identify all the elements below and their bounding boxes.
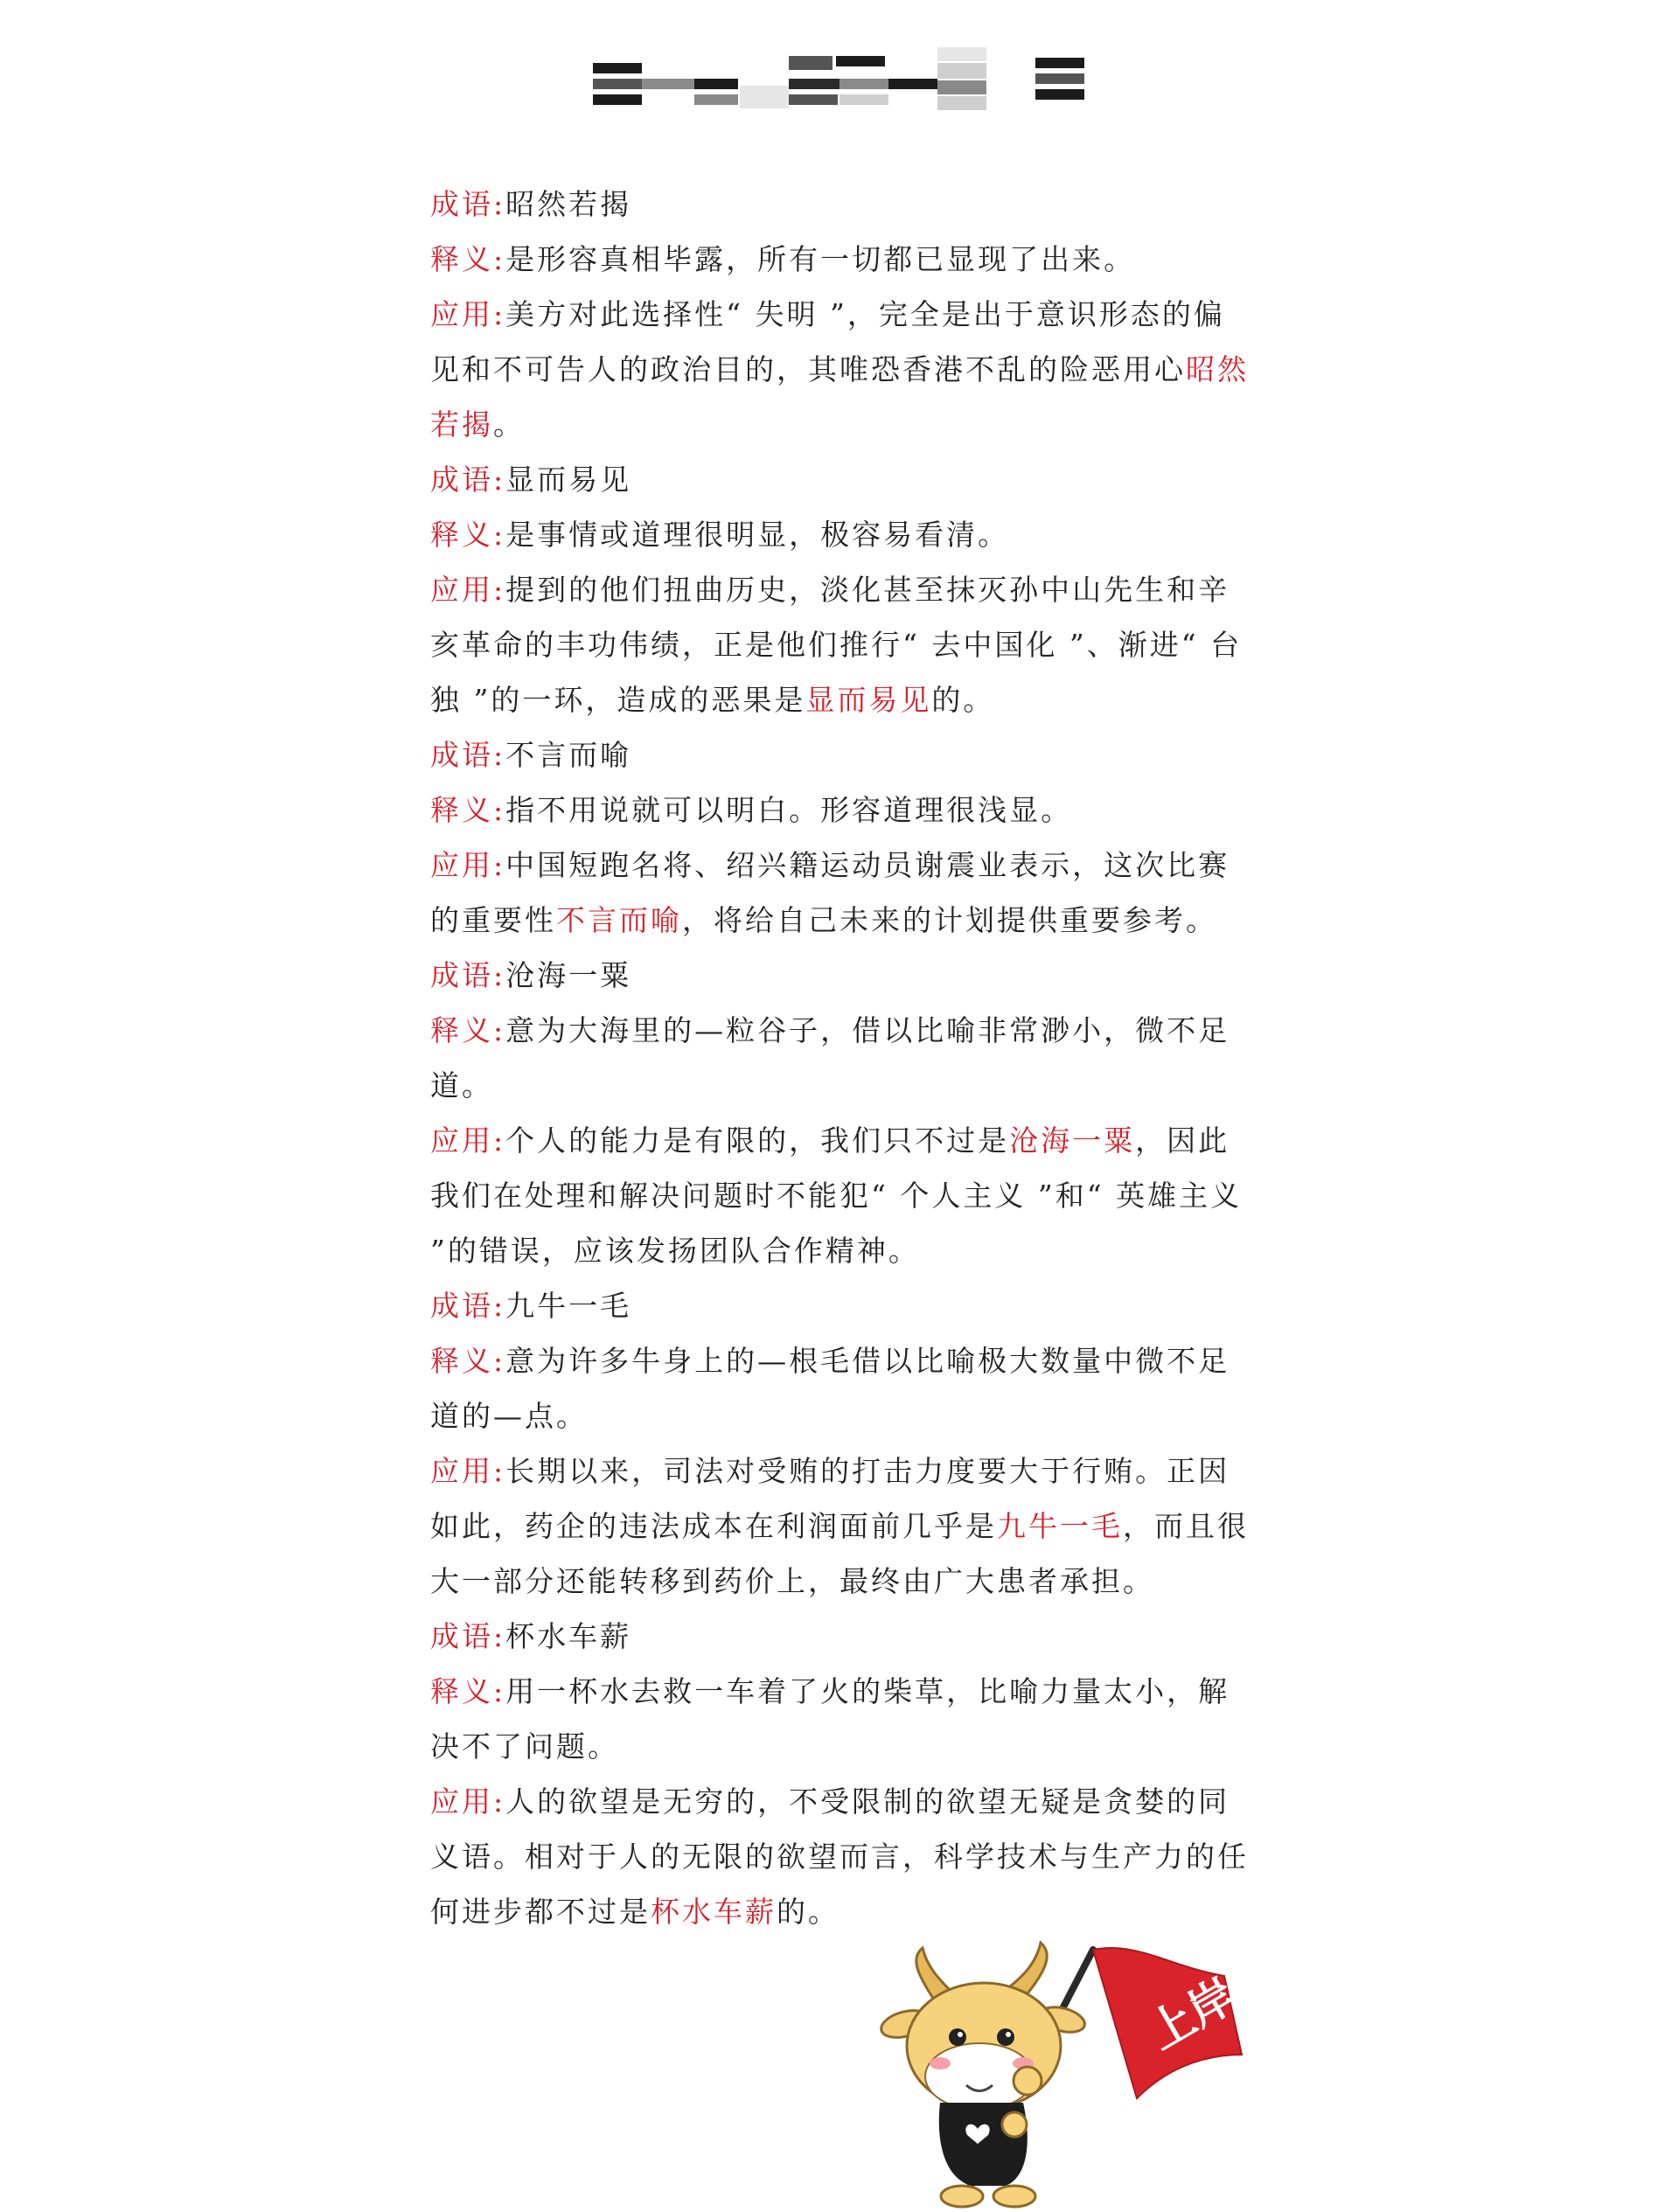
- usage-label: 应用:: [430, 1454, 506, 1488]
- idiom-line: [430, 1609, 1252, 1664]
- meaning-line: [430, 783, 1252, 838]
- usage-label: 应用:: [430, 848, 506, 882]
- usage-line: [430, 1443, 1252, 1499]
- idiom-line: [430, 177, 1252, 232]
- meaning-text: 道。: [430, 1068, 493, 1103]
- idiom-label: 成语:: [430, 1289, 506, 1323]
- ox-mascot-icon: [874, 1923, 1259, 2212]
- usage-text: 美方对此选择性“ 失明 ”，完全是出于意识形态的偏: [505, 297, 1225, 331]
- usage-text-end: ，而且很: [1123, 1509, 1249, 1543]
- blurred-title: [0, 44, 1679, 114]
- meaning-text: 用一杯水去救一车着了火的柴草，比喻力量太小，解: [505, 1674, 1230, 1708]
- usage-text-end: 的。: [777, 1895, 840, 1929]
- idiom-list: [430, 177, 1252, 1939]
- usage-line: [430, 1774, 1252, 1829]
- usage-text: 个人的能力是有限的，我们只不过是: [505, 1123, 1010, 1158]
- idiom-text: 显而易见: [505, 463, 632, 497]
- idiom-text: 不言而喻: [505, 738, 632, 772]
- usage-line: [430, 1829, 1252, 1884]
- idiom-label: 成语:: [430, 738, 506, 772]
- usage-text-end: 。: [493, 407, 525, 442]
- usage-line: [430, 1113, 1252, 1168]
- usage-highlight: 显而易见: [805, 683, 932, 717]
- meaning-text: 是事情或道理很明显，极容易看清。: [505, 518, 1010, 552]
- idiom-text: 杯水车薪: [505, 1619, 632, 1653]
- usage-text: 见和不可告人的政治目的，其唯恐香港不乱的险恶用心: [430, 352, 1186, 386]
- usage-highlight: 不言而喻: [556, 903, 682, 937]
- idiom-label: 成语:: [430, 463, 506, 497]
- meaning-text: 是形容真相毕露，所有一切都已显现了出来。: [505, 242, 1136, 276]
- usage-text: 人的欲望是无穷的，不受限制的欲望无疑是贪婪的同: [505, 1784, 1230, 1819]
- meaning-label: 释义:: [430, 518, 506, 552]
- idiom-label: 成语:: [430, 187, 506, 221]
- meaning-text: 指不用说就可以明白。形容道理很浅显。: [505, 793, 1073, 827]
- usage-line: [430, 562, 1252, 617]
- usage-text: 长期以来，司法对受贿的打击力度要大于行贿。正因: [505, 1454, 1230, 1488]
- meaning-label: 释义:: [430, 1013, 506, 1047]
- meaning-label: 释义:: [430, 1674, 506, 1708]
- meaning-label: 释义:: [430, 1344, 506, 1378]
- usage-text-end: ，将给自己未来的计划提供重要参考。: [682, 903, 1217, 937]
- usage-text: 独 ”的一环，造成的恶果是: [430, 683, 806, 717]
- idiom-label: 成语:: [430, 1619, 506, 1653]
- meaning-line: [430, 1058, 1252, 1113]
- idiom-text: 沧海一粟: [505, 958, 632, 992]
- meaning-line: [430, 1388, 1252, 1443]
- usage-line: [430, 672, 1252, 727]
- idiom-text: 九牛一毛: [505, 1289, 632, 1323]
- usage-line: [430, 287, 1252, 342]
- usage-line: [430, 1168, 1252, 1223]
- usage-line: [430, 838, 1252, 893]
- usage-text: 如此，药企的违法成本在利润面前几乎是: [430, 1509, 997, 1543]
- flag-text: 上岸: [1139, 1969, 1245, 2061]
- meaning-line: [430, 1003, 1252, 1058]
- meaning-text: 意为许多牛身上的—根毛借以比喻极大数量中微不足: [505, 1344, 1230, 1378]
- usage-text-end: 的。: [931, 683, 995, 717]
- usage-text: 我们在处理和解决问题时不能犯“ 个人主义 ”和“ 英雄主义: [430, 1179, 1243, 1213]
- usage-label: 应用:: [430, 1784, 506, 1819]
- usage-text: 中国短跑名将、绍兴籍运动员谢震业表示，这次比赛: [505, 848, 1230, 882]
- meaning-line: [430, 1333, 1252, 1388]
- usage-text: 何进步都不过是: [430, 1895, 651, 1929]
- usage-text: ”的错误，应该发扬团队合作精神。: [430, 1234, 920, 1268]
- idiom-line: [430, 727, 1252, 783]
- idiom-label: 成语:: [430, 958, 506, 992]
- usage-highlight: 杯水车薪: [651, 1895, 777, 1929]
- idiom-line: [430, 948, 1252, 1003]
- usage-label: 应用:: [430, 297, 506, 331]
- usage-highlight: 昭然: [1186, 352, 1249, 386]
- meaning-text: 决不了问题。: [430, 1729, 619, 1763]
- meaning-line: [430, 507, 1252, 562]
- usage-label: 应用:: [430, 1123, 506, 1158]
- usage-highlight: 沧海一粟: [1009, 1123, 1136, 1158]
- meaning-line: [430, 1719, 1252, 1774]
- meaning-text: 道的—点。: [430, 1399, 588, 1433]
- usage-line: [430, 617, 1252, 672]
- meaning-line: [430, 232, 1252, 287]
- usage-text-end: ，因此: [1135, 1123, 1230, 1158]
- usage-highlight: 九牛一毛: [997, 1509, 1123, 1543]
- idiom-text: 昭然若揭: [505, 187, 632, 221]
- usage-line: [430, 397, 1252, 452]
- usage-text: 提到的他们扭曲历史，淡化甚至抹灭孙中山先生和辛: [505, 573, 1230, 607]
- idiom-line: [430, 1278, 1252, 1333]
- usage-line: [430, 893, 1252, 948]
- usage-text: 亥革命的丰功伟绩，正是他们推行“ 去中国化 ”、渐进“ 台: [430, 628, 1243, 662]
- usage-line: [430, 1554, 1252, 1609]
- usage-line: [430, 342, 1252, 397]
- usage-line: [430, 1223, 1252, 1278]
- meaning-label: 释义:: [430, 793, 506, 827]
- usage-text: 义语。相对于人的无限的欲望而言，科学技术与生产力的任: [430, 1840, 1249, 1874]
- usage-label: 应用:: [430, 573, 506, 607]
- meaning-label: 释义:: [430, 242, 506, 276]
- meaning-text: 意为大海里的—粒谷子，借以比喻非常渺小，微不足: [505, 1013, 1230, 1047]
- usage-line: [430, 1499, 1252, 1554]
- usage-highlight: 若揭: [430, 407, 493, 442]
- idiom-line: [430, 452, 1252, 507]
- usage-text: 的重要性: [430, 903, 556, 937]
- usage-text: 大一部分还能转移到药价上，最终由广大患者承担。: [430, 1564, 1154, 1598]
- meaning-line: [430, 1664, 1252, 1719]
